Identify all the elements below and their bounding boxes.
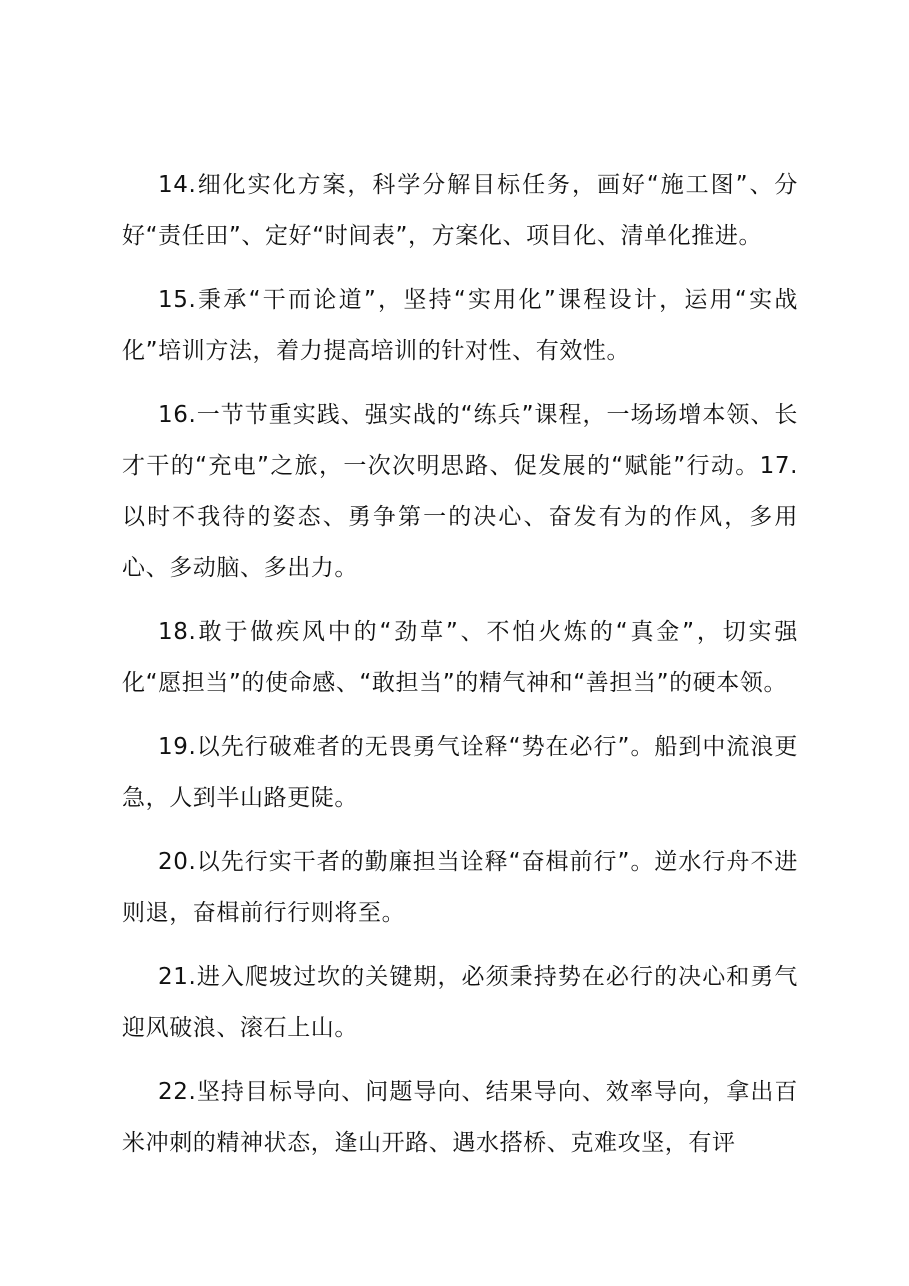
- paragraph-21: 21.进入爬坡过坎的关键期，必须秉持势在必行的决心和勇气迎风破浪、滚石上山。: [122, 964, 798, 1041]
- paragraph-22: 22.坚持目标导向、问题导向、结果导向、效率导向，拿出百米冲刺的精神状态，逢山开路、遇水搭桥、克难攻坚，有评: [122, 1079, 798, 1156]
- paragraph-15: 15.秉承“干而论道”，坚持“实用化”课程设计，运用“实战化”培训方法，着力提高培训的针对性、有效性。: [122, 287, 798, 364]
- paragraph-14: 14.细化实化方案，科学分解目标任务，画好“施工图”、分好“责任田”、定好“时间表”，方案化、项目化、清单化推进。: [122, 172, 798, 249]
- paragraph-20: 20.以先行实干者的勤廉担当诠释“奋楫前行”。逆水行舟不进则退，奋楫前行行则将至。: [122, 849, 798, 926]
- paragraph-18: 18.敢于做疾风中的“劲草”、不怕火炼的“真金”，切实强化“愿担当”的使命感、“敢担当”的精气神和“善担当”的硬本领。: [122, 619, 798, 696]
- paragraph-16-17: 16.一节节重实践、强实战的“练兵”课程，一场场增本领、长才干的“充电”之旅，一次次明思路、促发展的“赋能”行动。17.以时不我待的姿态、勇争第一的决心、奋发有为的作风，多用心、多动脑、多出力。: [122, 402, 798, 581]
- document-body: [122, 160, 798, 1182]
- paragraph-19: 19.以先行破难者的无畏勇气诠释“势在必行”。船到中流浪更急，人到半山路更陡。: [122, 734, 798, 811]
